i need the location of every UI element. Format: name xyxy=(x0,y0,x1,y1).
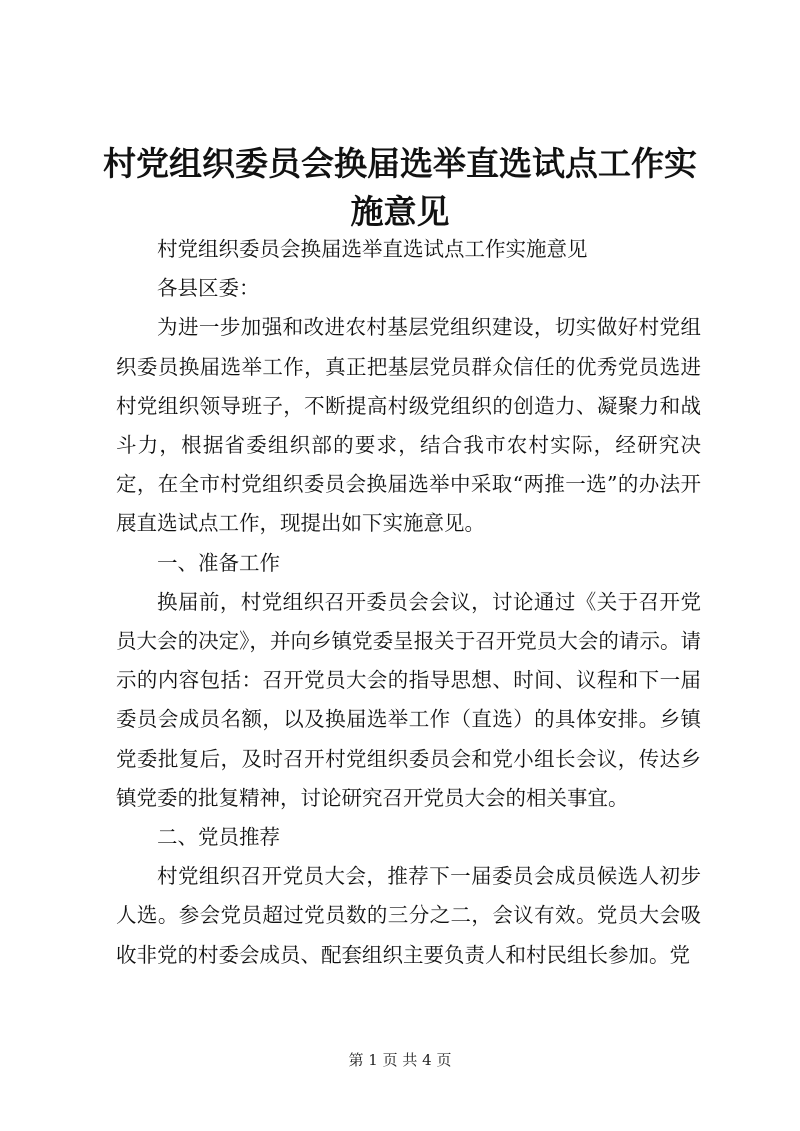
subtitle-paragraph: 村党组织委员会换届选举直选试点工作实施意见 xyxy=(157,237,588,261)
document-body xyxy=(116,230,701,975)
section-heading-preparation: 一、准备工作 xyxy=(157,550,280,575)
document-title: 村党组织委员会换届选举直选试点工作实施意见 xyxy=(103,144,697,231)
preparation-paragraph: 换届前，村党组织召开委员会会议，讨论通过《关于召开党员大会的决定》，并向乡镇党委呈报关于召开党员大会的请示。请示的内容包括：召开党员大会的指导思想、时间、议程和下一届委员会成员名额，以及换届选举工作（直选）的具体安排。乡镇党委批复后，及时召开村党组织委员会和党小组长会议，传达乡镇党委的批复精神，讨论研究召开党员大会的相关事宜。 xyxy=(116,589,701,810)
page-footer: 第 1 页 共 4 页 xyxy=(348,1051,452,1069)
intro-paragraph: 为进一步加强和改进农村基层党组织建设，切实做好村党组织委员换届选举工作，真正把基层党员群众信任的优秀党员选进村党组织领导班子，不断提高村级党组织的创造力、凝聚力和战斗力，根据省委组织部的要求，结合我市农村实际，经研究决定，在全市村党组织委员会换届选举中采取“两推一选”的办法开展直选试点工作，现提出如下实施意见。 xyxy=(116,315,701,536)
salutation-paragraph: 各县区委： xyxy=(157,276,260,301)
section-heading-recommendation: 二、党员推荐 xyxy=(157,825,280,850)
recommendation-paragraph: 村党组织召开党员大会，推荐下一届委员会成员候选人初步人选。参会党员超过党员数的三分之二，会议有效。党员大会吸收非党的村委会成员、配套组织主要负责人和村民组长参加。党 xyxy=(116,864,701,967)
